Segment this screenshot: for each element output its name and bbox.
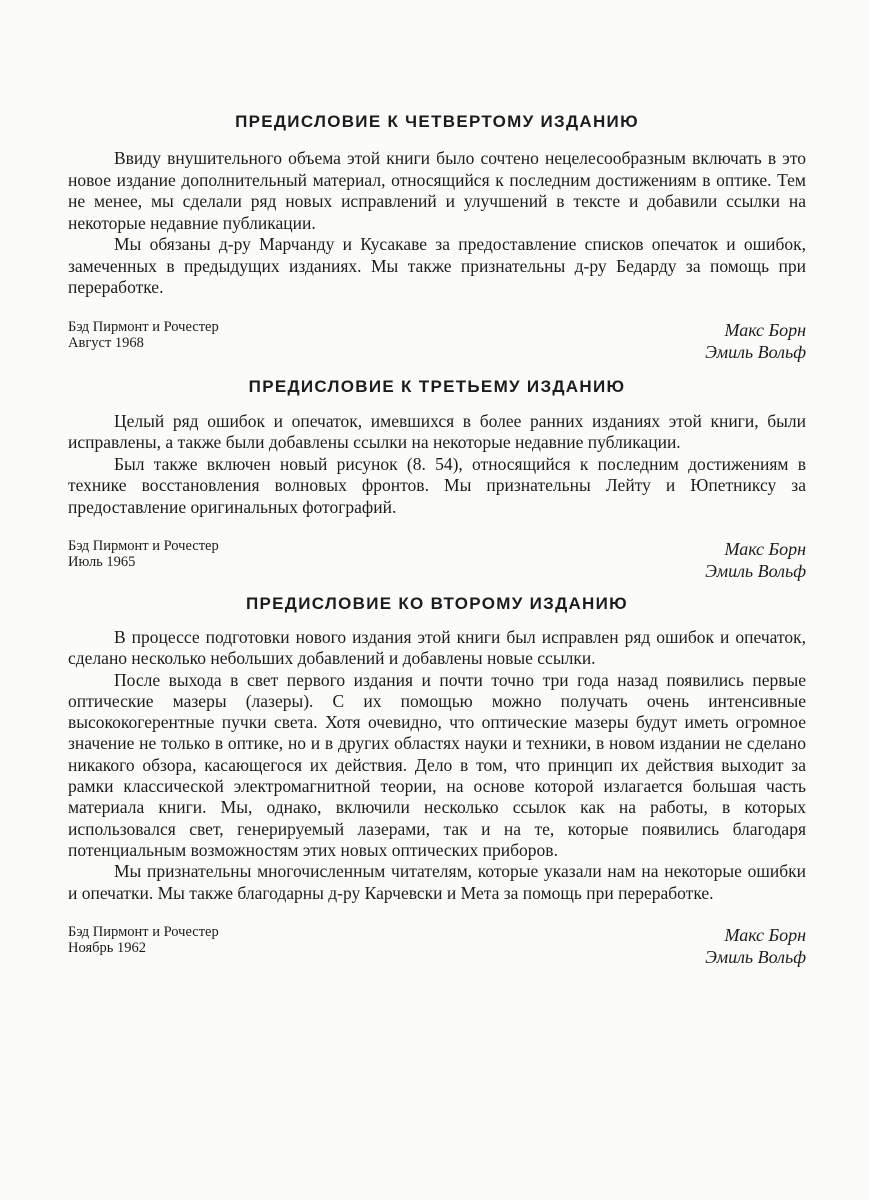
section-title: ПРЕДИСЛОВИЕ К ТРЕТЬЕМУ ИЗДАНИЮ [248,376,626,396]
paragraph: Мы обязаны д-ру Марчанду и Кусакаве за предоставление списков опечаток и ошибок, замеченных в предыдущих изданиях. Мы также признательны д-ру Бедарду за помощь при переработке. [68,234,806,297]
preface-third-edition [68,377,806,583]
preface-second-edition [68,594,806,968]
place-text: Бэд Пирмонт и Рочестер [68,318,219,335]
section-title: ПРЕДИСЛОВИЕ К ЧЕТВЕРТОМУ ИЗДАНИЮ [235,112,639,131]
paragraph: Мы признательны многочисленным читателям, которые указали нам на некоторые ошибки и опечатки. Мы также благодарны д-ру Карчевски и Мета за помощь при переработке. [68,861,806,903]
author-name: Эмиль Вольф [705,946,806,967]
author-name: Эмиль Вольф [705,561,806,581]
author-name: Макс Борн [724,319,806,340]
place-date [68,924,219,956]
signature-block [68,538,806,582]
author-name: Макс Борн [724,924,806,945]
paragraph: В процессе подготовки нового издания этой книги был исправлен ряд ошибок и опечаток, сделано несколько небольших добавлений и добавлены новые ссылки. [68,627,806,669]
author-name: Макс Борн [724,539,806,559]
place-text: Бэд Пирмонт и Рочестер [68,923,219,940]
date-text: Июль 1965 [68,554,136,570]
date-text: Август 1968 [68,334,144,351]
authors [705,319,806,363]
document-page [68,112,806,968]
signature-block [68,924,806,968]
preface-fourth-edition [68,112,806,363]
date-text: Ноябрь 1962 [68,939,146,956]
authors [705,924,806,968]
section-title: ПРЕДИСЛОВИЕ КО ВТОРОМУ ИЗДАНИЮ [245,594,628,613]
paragraph: Был также включен новый рисунок (8. 54), относящийся к последним достижениям в технике восстановления волновых фронтов. Мы признательны Лейту и Юпетниксу за предоставление оригинальных фотографий. [68,453,806,517]
signature-block [68,319,806,363]
place-text: Бэд Пирмонт и Рочестер [68,538,219,554]
author-name: Эмиль Вольф [705,341,806,362]
paragraph: После выхода в свет первого издания и почти точно три года назад появились первые оптические мазеры (лазеры). С их помощью можно получать очень интенсивные высококогерентные пучки света. Хотя очевидно, что оптические мазеры будут иметь огромное значение не только в оптике, но и в других областях науки и техники, в новом издании не сделано никакого обзора, касающегося их действия. Дело в том, что принцип их действия выходит за рамки классической электромагнитной теории, на основе которой излагается большая часть материала книги. Мы, однако, включили несколько ссылок как на работы, в которых использовался свет, генерируемый лазерами, так и на те, которые появились благодаря потенциальным возможностям этих новых оптических приборов. [68,669,806,860]
paragraph: Целый ряд ошибок и опечаток, имевшихся в более ранних изданиях этой книги, были исправлены, а также были добавлены ссылки на некоторые недавние публикации. [68,410,806,452]
authors [705,538,806,582]
place-date [68,538,219,570]
place-date [68,319,219,351]
paragraph: Ввиду внушительного объема этой книги было сочтено нецелесообразным включать в это новое издание дополнительный материал, относящийся к последним достижениям в оптике. Тем не менее, мы сделали ряд новых исправлений и улучшений в тексте и добавили ссылки на некоторые недавние публикации. [68,148,806,233]
